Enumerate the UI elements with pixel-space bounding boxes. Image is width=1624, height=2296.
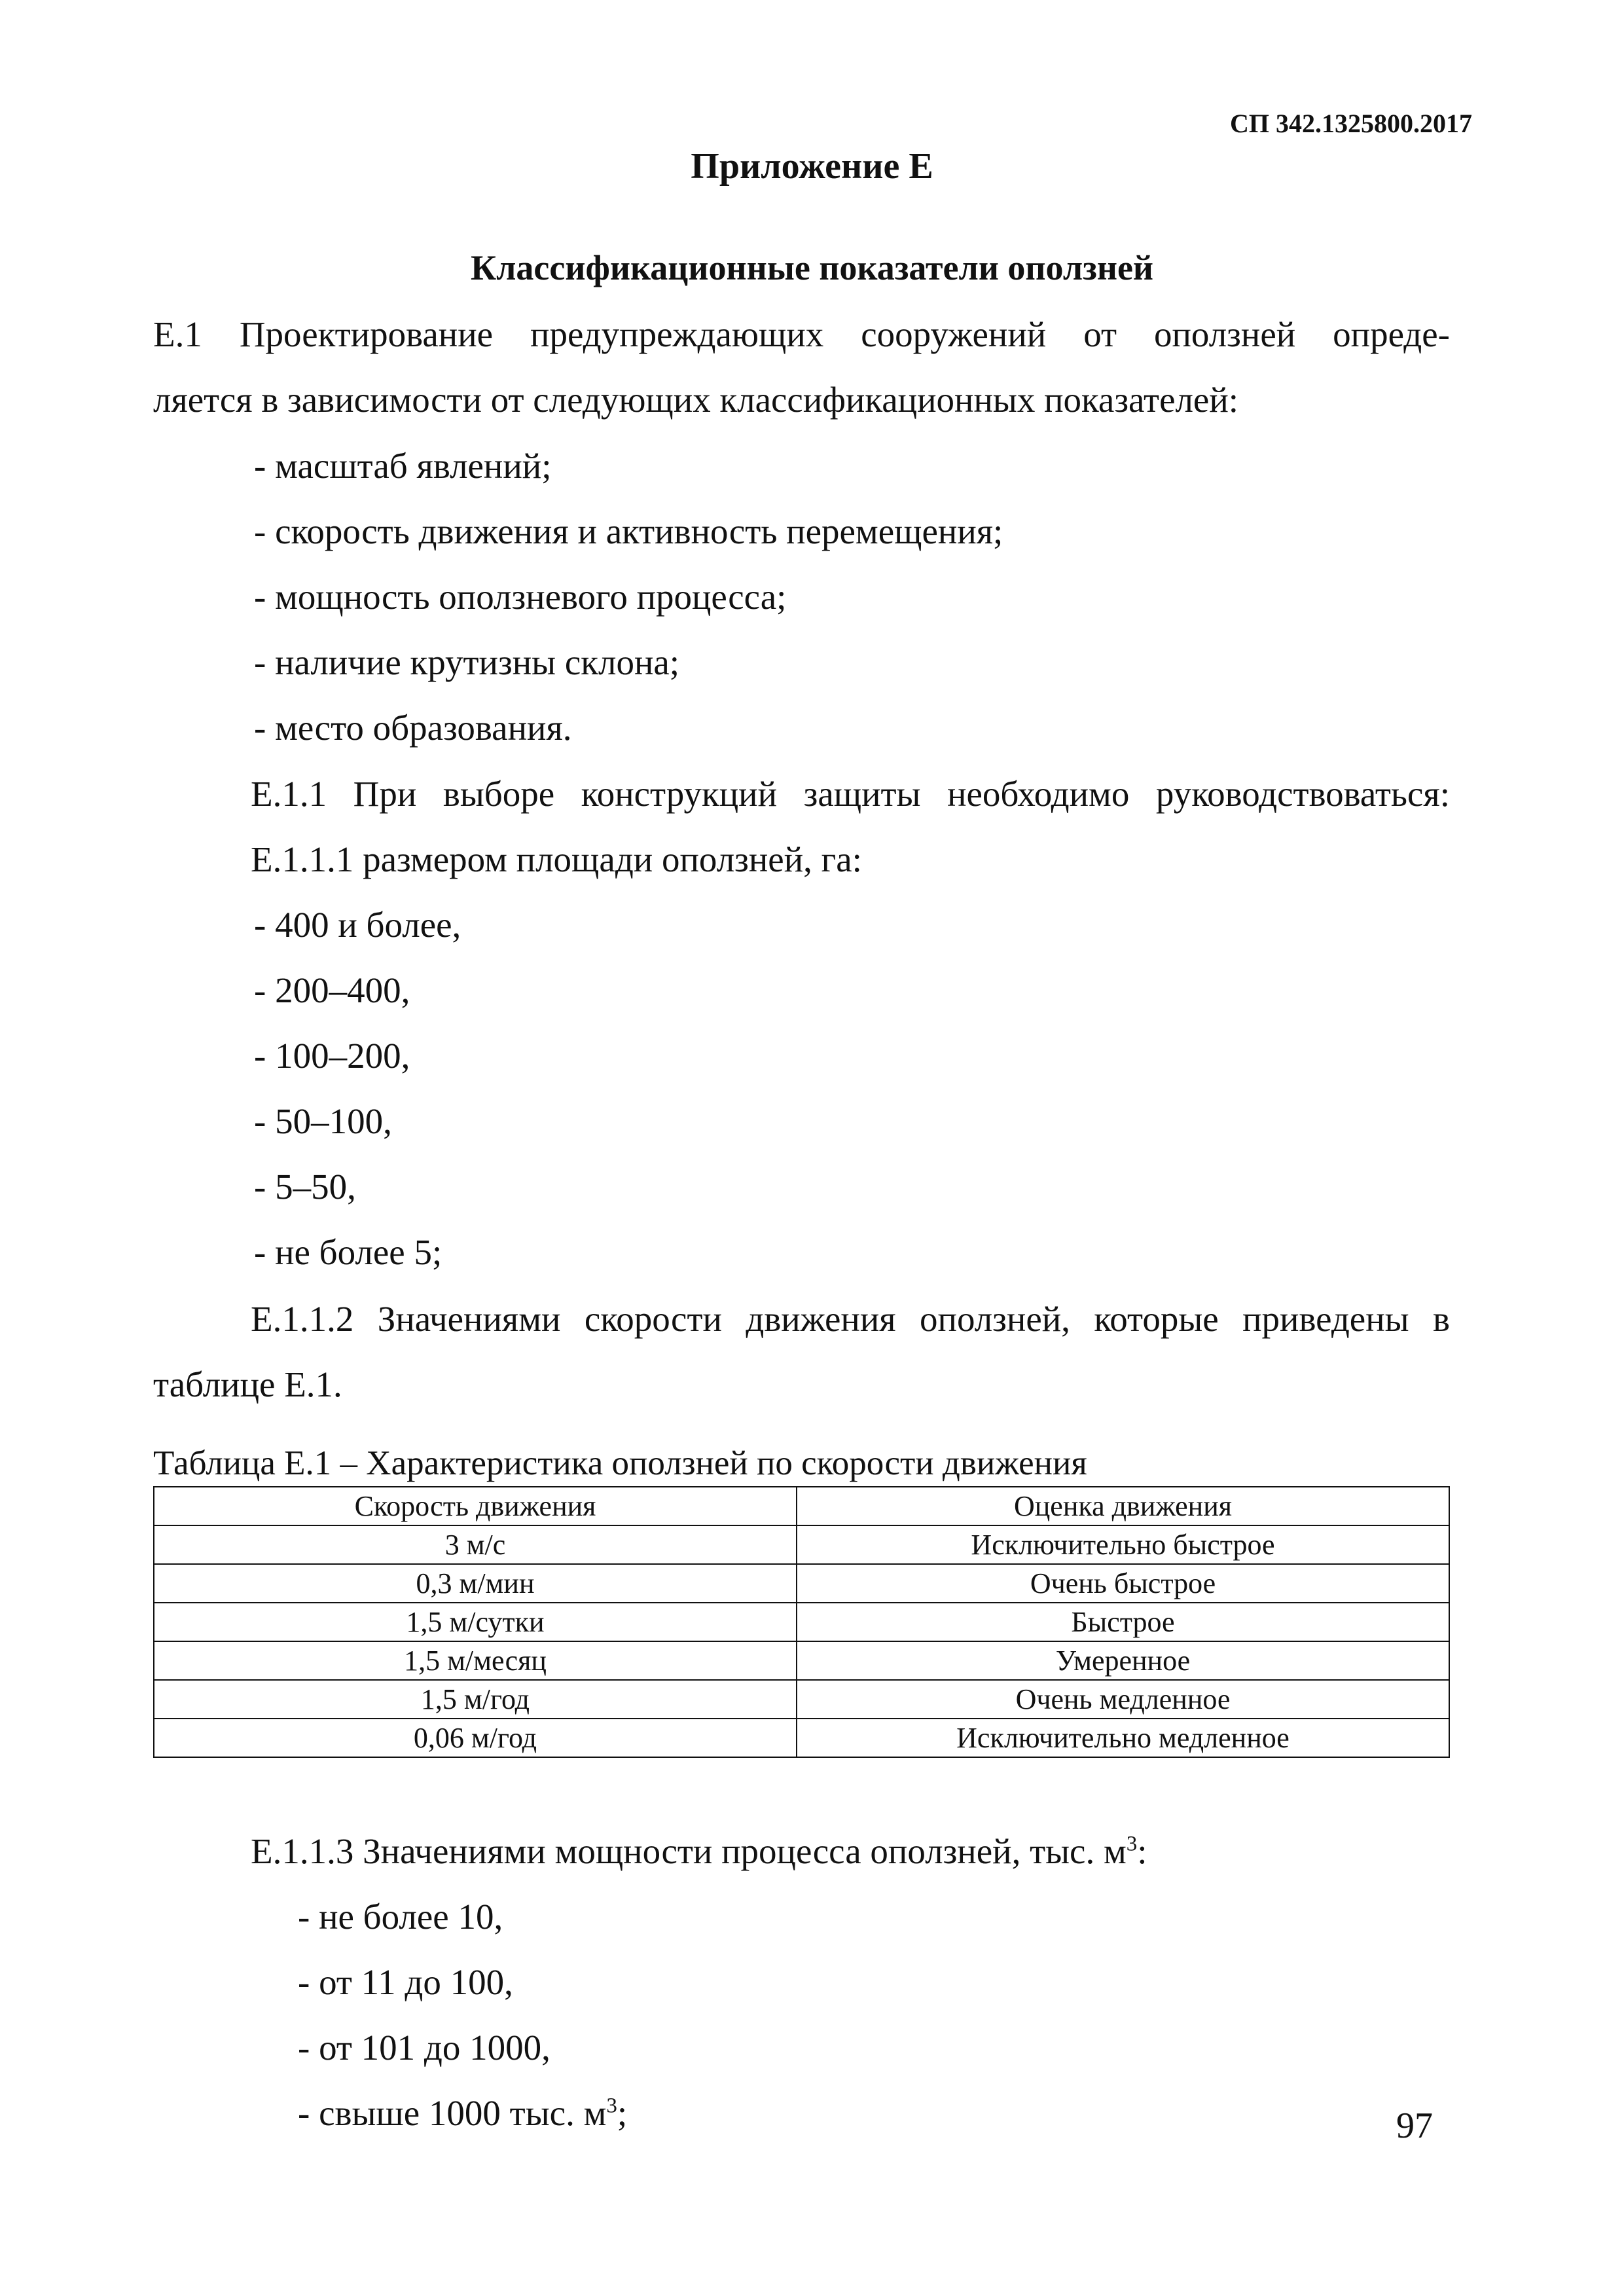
indicator-item: - наличие крутизны склона; bbox=[254, 642, 680, 682]
assessment-cell: Очень быстрое bbox=[797, 1564, 1449, 1603]
paragraph-e111: Е.1.1.1 размером площади оползней, га: bbox=[251, 839, 862, 879]
table-caption: Таблица Е.1 – Характеристика оползней по скорости движения bbox=[153, 1444, 1087, 1482]
indicator-item: - место образования. bbox=[254, 708, 572, 748]
table-row bbox=[154, 1564, 1449, 1603]
assessment-cell: Умеренное bbox=[797, 1641, 1449, 1680]
power-item-last-semicolon: ; bbox=[617, 2093, 628, 2133]
paragraph-e1-line2: ляется в зависимости от следующих классификационных показателей: bbox=[153, 380, 1239, 420]
area-item: - не более 5; bbox=[254, 1232, 442, 1272]
paragraph-e113-colon: : bbox=[1137, 1831, 1147, 1871]
power-item-last-text: - свыше 1000 тыс. м bbox=[298, 2093, 607, 2133]
page-number: 97 bbox=[1396, 2105, 1433, 2146]
table-header-row bbox=[154, 1487, 1449, 1525]
area-item: - 5–50, bbox=[254, 1167, 356, 1207]
area-item: - 50–100, bbox=[254, 1101, 392, 1141]
indicator-item: - масштаб явлений; bbox=[254, 446, 552, 486]
assessment-cell: Исключительно медленное bbox=[797, 1719, 1449, 1757]
speed-cell: 0,3 м/мин bbox=[154, 1564, 797, 1603]
table-row bbox=[154, 1525, 1449, 1564]
indicator-item: - скорость движения и активность перемещения; bbox=[254, 511, 1003, 551]
paragraph-e11: Е.1.1 При выборе конструкций защиты необходимо руководствоваться: bbox=[251, 774, 1450, 814]
speed-cell: 1,5 м/год bbox=[154, 1680, 797, 1719]
cubic-superscript: 3 bbox=[1126, 1832, 1138, 1856]
table-row bbox=[154, 1719, 1449, 1757]
indicator-item: - мощность оползневого процесса; bbox=[254, 577, 787, 617]
paragraph-e113 bbox=[251, 1830, 1147, 1873]
paragraph-e1-line1: Е.1 Проектирование предупреждающих сооружений от оползней опреде- bbox=[153, 314, 1450, 354]
appendix-title: Приложение Е bbox=[691, 146, 933, 187]
paragraph-e113-text: Е.1.1.3 Значениями мощности процесса оползней, тыс. м bbox=[251, 1831, 1127, 1871]
power-item: - от 11 до 100, bbox=[298, 1962, 513, 2002]
speed-table bbox=[153, 1486, 1450, 1758]
document-code: СП 342.1325800.2017 bbox=[1230, 109, 1472, 138]
area-item: - 400 и более, bbox=[254, 905, 461, 945]
area-item: - 200–400, bbox=[254, 970, 410, 1010]
table-row bbox=[154, 1603, 1449, 1641]
area-item: - 100–200, bbox=[254, 1036, 410, 1076]
power-item: - от 101 до 1000, bbox=[298, 2028, 550, 2068]
paragraph-e112-line2: таблице Е.1. bbox=[153, 1364, 342, 1404]
column-header-speed: Скорость движения bbox=[154, 1487, 797, 1525]
power-item-last bbox=[298, 2092, 627, 2135]
assessment-cell: Очень медленное bbox=[797, 1680, 1449, 1719]
speed-cell: 3 м/с bbox=[154, 1525, 797, 1564]
cubic-superscript: 3 bbox=[606, 2094, 617, 2118]
speed-cell: 1,5 м/месяц bbox=[154, 1641, 797, 1680]
column-header-assessment: Оценка движения bbox=[797, 1487, 1449, 1525]
assessment-cell: Исключительно быстрое bbox=[797, 1525, 1449, 1564]
speed-cell: 1,5 м/сутки bbox=[154, 1603, 797, 1641]
assessment-cell: Быстрое bbox=[797, 1603, 1449, 1641]
paragraph-e112-line1: Е.1.1.2 Значениями скорости движения оползней, которые приведены в bbox=[251, 1299, 1450, 1339]
table-row bbox=[154, 1641, 1449, 1680]
table-row bbox=[154, 1680, 1449, 1719]
power-item: - не более 10, bbox=[298, 1897, 503, 1937]
speed-cell: 0,06 м/год bbox=[154, 1719, 797, 1757]
section-title: Классификационные показатели оползней bbox=[470, 248, 1154, 287]
